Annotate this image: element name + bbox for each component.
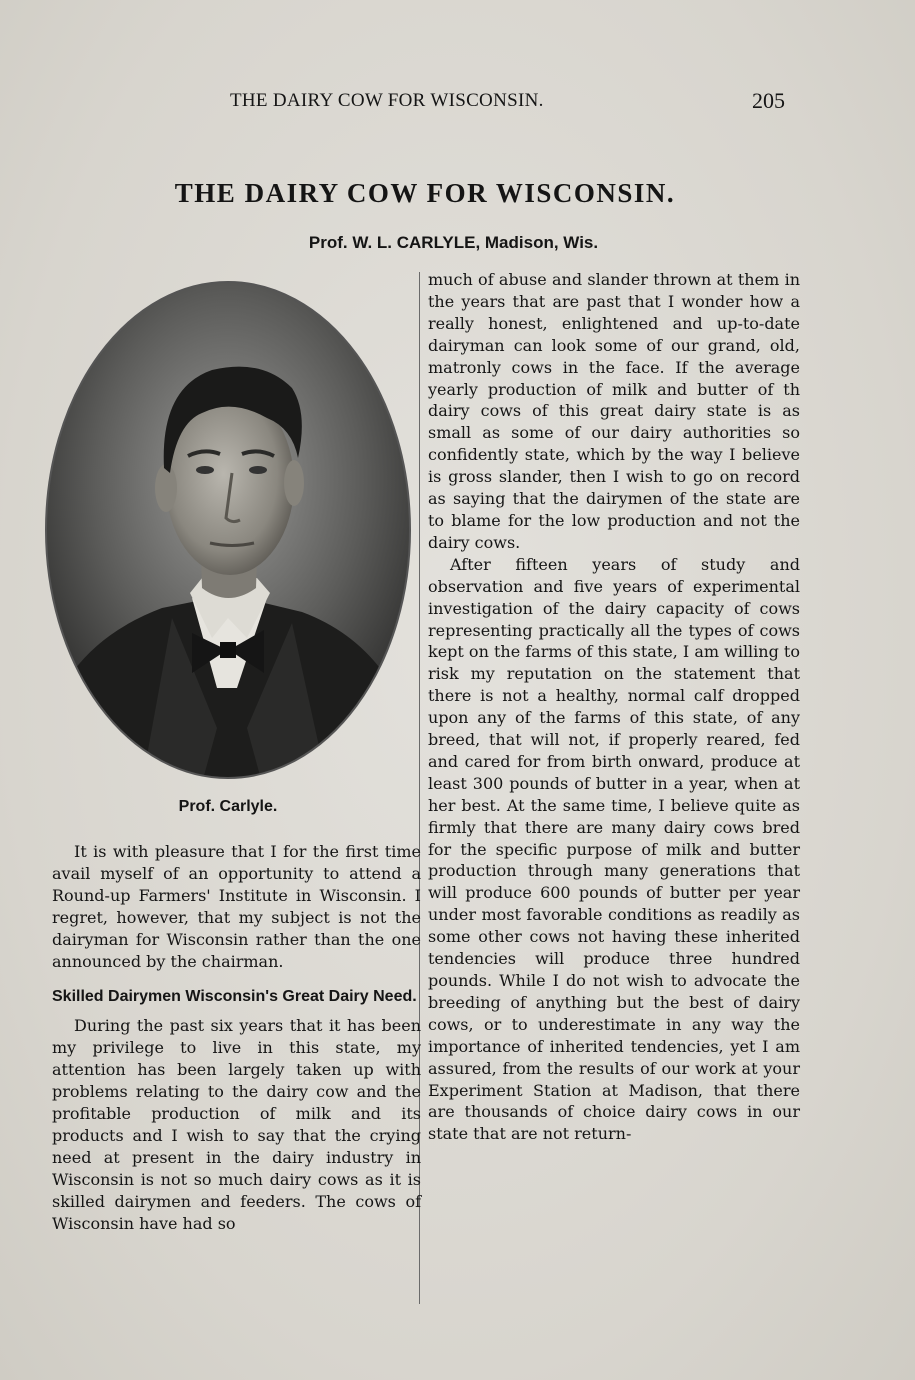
article-title: THE DAIRY COW FOR WISCONSIN. — [174, 178, 676, 208]
page-number: 205 — [752, 88, 785, 113]
photo-caption: Prof. Carlyle. — [178, 798, 278, 815]
body-paragraph: After fifteen years of study and observation and five years of experimental investigation of the dairy capacity of cows representing practically all the types of cows kept on the farms of this state, I am willing to risk my reputation on the statement that there is not a healthy, normal calf dropped upon any of the farms of this state, of any breed, that will not, if properly reared, fed and cared for from birth onward, produce at least 300 pounds of butter in a year, when at her best. At the same time, I believe quite as firmly that there are many dairy cows bred for the specific purpose of milk and butter production through many generations that will produce 600 pounds of butter per year under most favorable conditions as readily as some other cows not having these inherited tendencies will produce three hundred pounds. While I do not wish to advocate the breeding of anything but the best of dairy cows, or to underestimate in any way the importance of inherited tendencies, yet I am assured, from the results of our work at your Experiment Station at Madison, that there are thousands of choice dairy cows in our state that are not return- — [428, 554, 800, 1144]
section-subheading: Skilled Dairymen Wisconsin's Great Dairy Need. — [52, 988, 417, 1006]
left-column — [52, 841, 421, 1235]
body-paragraph: During the past six years that it has been my privilege to live in this state, my attention has been largely taken up with problems relating to the dairy cow and the profitable production of milk and its products and I wish to say that the crying need at present in the dairy industry in Wisconsin is not so much dairy cows as it is skilled dairymen and feeders. The cows of Wisconsin have had so — [52, 1016, 421, 1233]
portrait-photo — [42, 278, 414, 783]
byline — [0, 233, 915, 253]
right-column — [428, 269, 800, 1145]
byline-text: Prof. W. L. CARLYLE, Madison, Wis. — [308, 233, 599, 252]
intro-paragraph: It is with pleasure that I for the first time avail myself of an opportunity to attend a Round-up Farmers' Institute in Wisconsin. I regret, however, that my subject is not the dairyman for Wisconsin rather than the one announced by the chairman. — [52, 842, 421, 971]
body-paragraph: much of abuse and slander thrown at them in the years that are past that I wonder how a really honest, enlightened and up-to-date dairyman can look some of our grand, old, matronly cows in the face. If the average yearly production of milk and butter of th dairy cows of this great dairy state is as small as some of our dairy authorities so confidently state, which by the way I believe is gross slander, then I wish to go on record as saying that the dairymen of the state are to blame for the low production and not the dairy cows. — [428, 270, 800, 552]
running-head: THE DAIRY COW FOR WISCONSIN. — [230, 90, 544, 111]
